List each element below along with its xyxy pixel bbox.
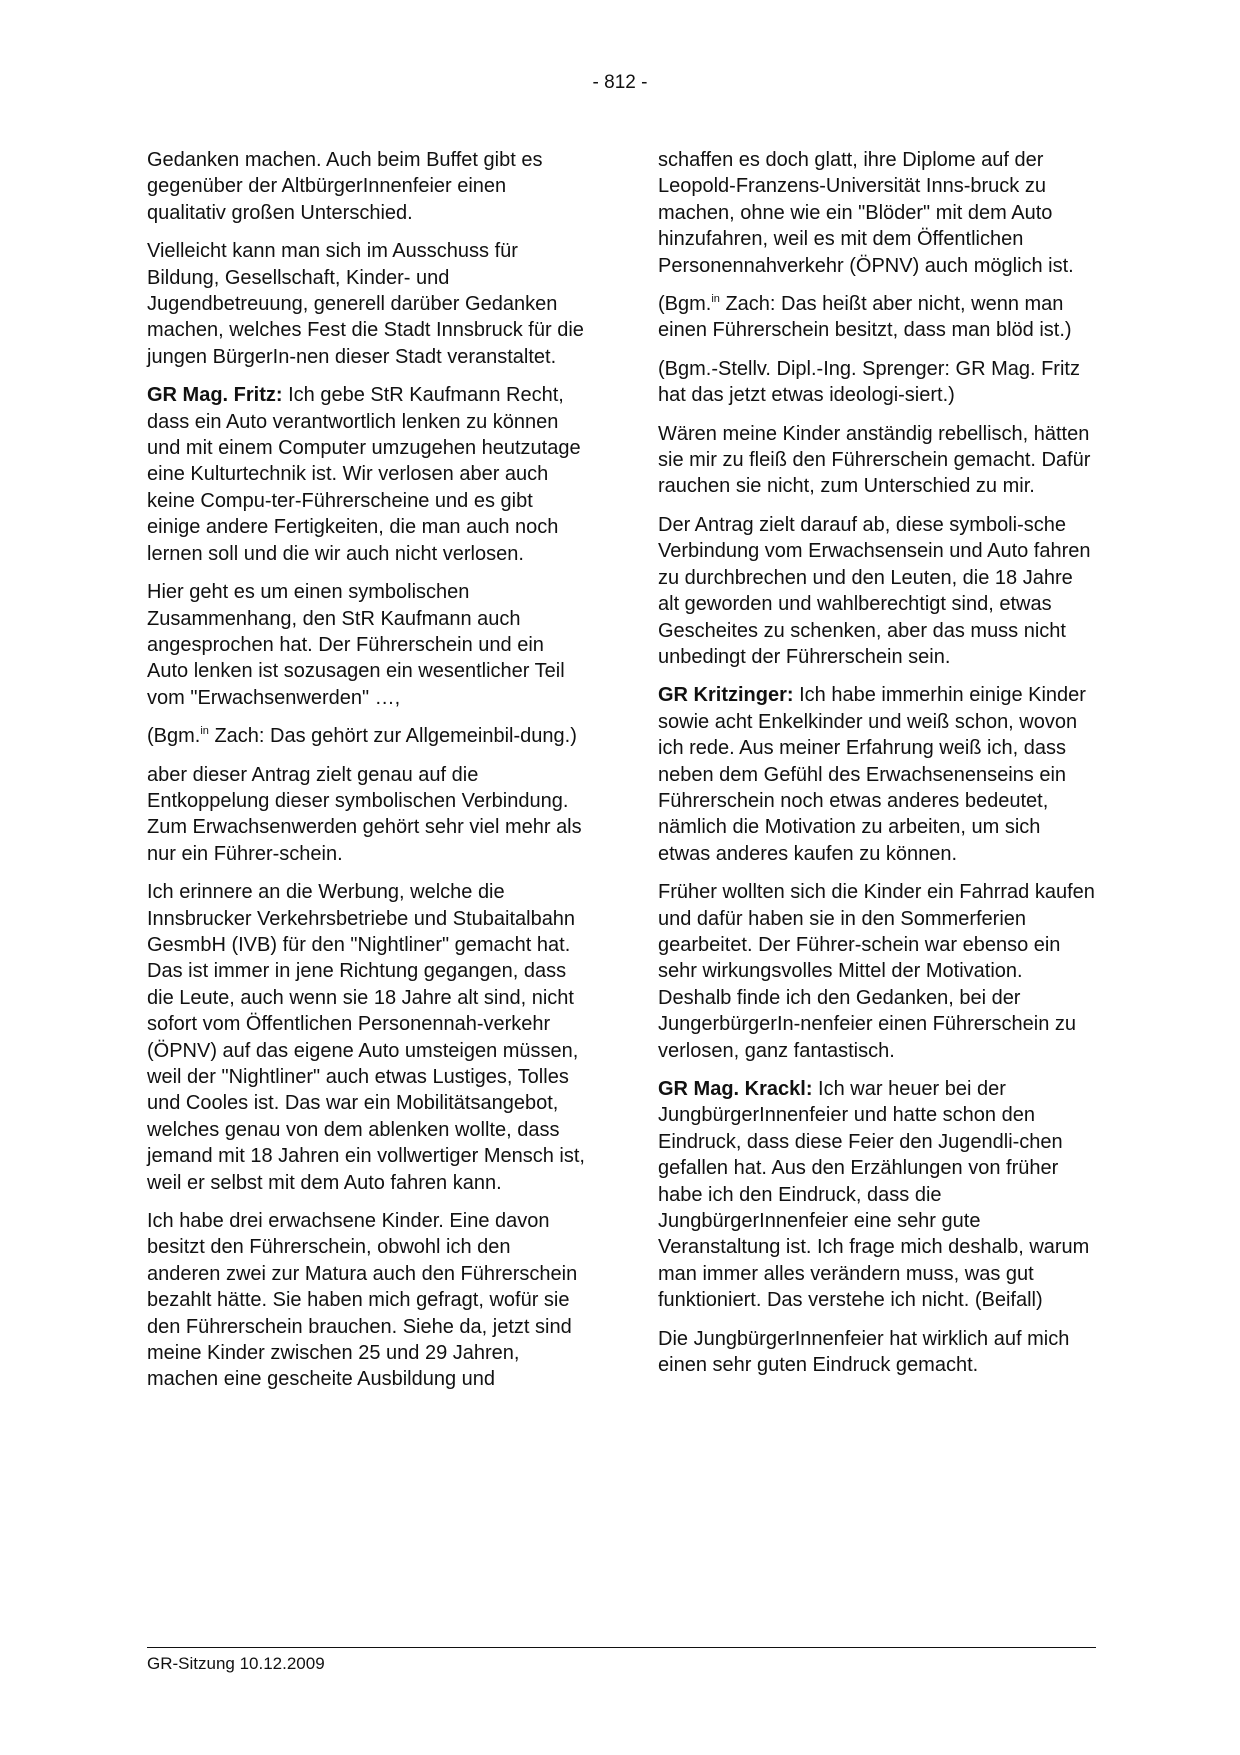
paragraph: Wären meine Kinder anständig rebellisch, hätten sie mir zu fleiß den Führerschein gemacht. Dafür rauchen sie nicht, zum Unterschied zu mir. [658, 422, 1091, 498]
superscript: in [200, 725, 209, 738]
speech-paragraph [147, 382, 587, 567]
right-column [658, 147, 1098, 1390]
paragraph: Der Antrag zielt darauf ab, diese symboli-sche Verbindung vom Erwachsensein und Auto fahren zu durchbrechen und den Leuten, die 18 Jahre alt geworden und wahlberechtigt sind, etwas Gescheites zu schenken, aber das muss nicht unbedingt der Führerschein sein. [658, 513, 1091, 668]
interjection [147, 723, 587, 749]
paragraph: Gedanken machen. Auch beim Buffet gibt es gegenüber der AltbürgerInnenfeier einen qualitativ großen Unterschied. [147, 149, 543, 224]
speech-text: Ich gebe StR Kaufmann Recht, dass ein Auto verantwortlich lenken zu können und mit einem Computer umzugehen heutzutage eine Kulturtechnik ist. Wir verlosen aber auch keine Compu-ter-Führerscheine und es gibt einige andere Fertigkeiten, die man auch noch lernen soll und die wir auch nicht verlosen. [147, 384, 581, 565]
speaker-name: GR Kritzinger: [658, 684, 794, 707]
paragraph: aber dieser Antrag zielt genau auf die Entkoppelung dieser symbolischen Verbindung. Zum Erwachsenwerden gehört sehr viel mehr als nur ein Führer-schein. [147, 763, 582, 865]
footer-divider [147, 1647, 1096, 1648]
paragraph: Die JungbürgerInnenfeier hat wirklich auf mich einen sehr guten Eindruck gemacht. [658, 1327, 1070, 1377]
interjection-text: Zach: Das heißt aber nicht, wenn man einen Führerschein besitzt, dass man blöd ist.) [658, 293, 1072, 342]
left-column [147, 147, 587, 1405]
superscript: in [711, 293, 720, 306]
paragraph: schaffen es doch glatt, ihre Diplome auf der Leopold-Franzens-Universität Inns-bruck zu machen, ohne wie ein "Blöder" mit dem Auto hinzufahren, weil es mit dem Öffentlichen Personennahverkehr (ÖPNV) auch möglich ist. [658, 149, 1074, 277]
interjection-title: (Bgm. [147, 725, 201, 748]
speech-text: Ich habe immerhin einige Kinder sowie acht Enkelkinder und weiß schon, wovon ich rede. Aus meiner Erfahrung weiß ich, dass neben dem Gefühl des Erwachsenenseins ein Führerschein noch etwas anderes bedeutet, nämlich die Motivation zu arbeiten, um sich etwas anderes kaufen zu können. [658, 684, 1086, 865]
speech-paragraph [658, 1076, 1098, 1314]
interjection [658, 291, 1098, 344]
paragraph: Hier geht es um einen symbolischen Zusammenhang, den StR Kaufmann auch angesprochen hat. Der Führerschein und ein Auto lenken ist sozusagen ein wesentlicher Teil vom "Erwachsenwerden" …, [147, 581, 565, 709]
paragraph: Ich erinnere an die Werbung, welche die Innsbrucker Verkehrsbetriebe und Stubaitalbahn GesmbH (IVB) für den "Nightliner" gemacht hat. Das ist immer in jene Richtung gegangen, dass die Leute, auch wenn sie 18 Jahre alt sind, nicht sofort vom Öffentlichen Personennah-verkehr (ÖPNV) auf das eigene Auto umsteigen müssen, weil der "Nightliner" auch etwas Lustiges, Tolles und Cooles ist. Das war ein Mobilitätsangebot, welches genau von dem ablenken wollte, dass jemand mit 18 Jahren ein vollwertiger Mensch ist, weil er selbst mit dem Auto fahren kann. [147, 881, 585, 1194]
paragraph: Vielleicht kann man sich im Ausschuss für Bildung, Gesellschaft, Kinder- und Jugendbetreuung, generell darüber Gedanken machen, welches Fest die Stadt Innsbruck für die jungen BürgerIn-nen dieser Stadt veranstaltet. [147, 240, 584, 368]
footer-text: GR-Sitzung 10.12.2009 [147, 1654, 325, 1673]
interjection-title: (Bgm. [658, 293, 712, 316]
speaker-name: GR Mag. Fritz: [147, 384, 283, 407]
paragraph: Früher wollten sich die Kinder ein Fahrrad kaufen und dafür haben sie in den Sommerferien gearbeitet. Der Führer-schein war ebenso ein sehr wirkungsvolles Mittel der Motivation. Deshalb finde ich den Gedanken, bei der JungerbürgerIn-nenfeier einen Führerschein zu verlosen, ganz fantastisch. [658, 881, 1095, 1062]
interjection-text: Zach: Das gehört zur Allgemeinbil-dung.) [214, 725, 577, 748]
speaker-name: GR Mag. Krackl: [658, 1078, 813, 1100]
interjection: (Bgm.-Stellv. Dipl.-Ing. Sprenger: GR Mag. Fritz hat das jetzt etwas ideologi-siert.) [658, 357, 1080, 407]
speech-text: Ich war heuer bei der JungbürgerInnenfeier und hatte schon den Eindruck, dass diese Feier den Jugendli-chen gefallen hat. Aus den Erzählungen von früher habe ich den Eindruck, dass die JungbürgerInnenfeier eine sehr gute Veranstaltung ist. Ich frage mich deshalb, warum man immer alles verändern muss, was gut funktioniert. Das verstehe ich nicht. (Beifall) [658, 1078, 1090, 1312]
page-number: - 812 - [592, 72, 648, 93]
speech-paragraph [658, 682, 1098, 867]
paragraph: Ich habe drei erwachsene Kinder. Eine davon besitzt den Führerschein, obwohl ich den anderen zwei zur Matura auch den Führerschein bezahlt hätte. Sie haben mich gefragt, wofür sie den Führerschein brauchen. Siehe da, jetzt sind meine Kinder zwischen 25 und 29 Jahren, machen eine gescheite Ausbildung und [147, 1210, 578, 1391]
